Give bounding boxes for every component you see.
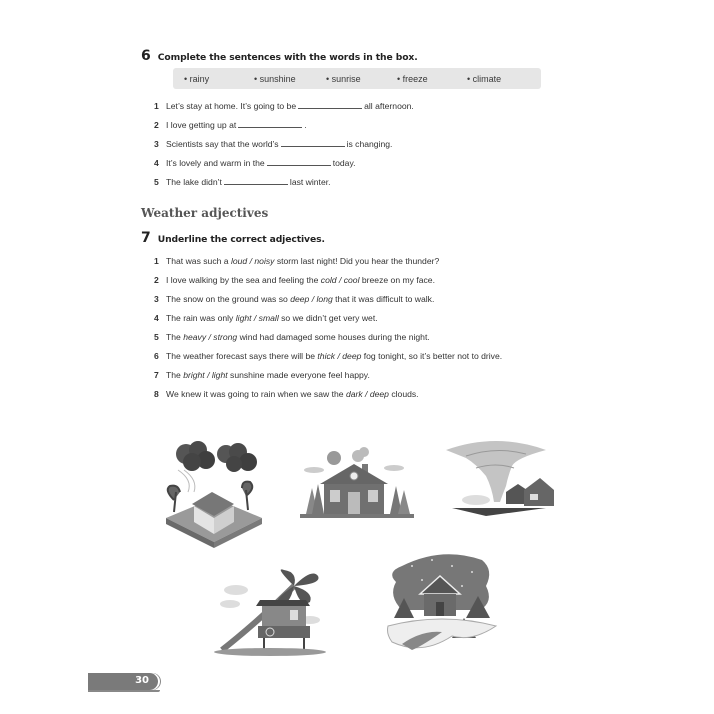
page-tab-underline xyxy=(88,690,160,692)
word-box-item: • sunrise xyxy=(326,73,361,84)
answer-blank[interactable] xyxy=(281,138,345,147)
exercise-number: 6 xyxy=(141,48,151,64)
exercise-7-sentence: 2 I love walking by the sea and feeling the cold / cool breeze on my face. xyxy=(154,275,435,285)
exercise-6-sentence: 1 Let’s stay at home. It’s going to be all afternoon. xyxy=(154,101,414,111)
snowy-cabin-illustration xyxy=(382,546,502,658)
beach-hut-illustration xyxy=(210,560,326,658)
word-box-item: • sunshine xyxy=(254,73,296,84)
page-number-tab xyxy=(88,673,158,690)
exercise-7-sentence: 7 The bright / light sunshine made everyone feel happy. xyxy=(154,370,370,380)
word-box-item: • rainy xyxy=(184,73,210,84)
exercise-6-sentence: 5 The lake didn’t last winter. xyxy=(154,177,331,187)
exercise-number: 7 xyxy=(141,230,151,246)
word-box-item: • freeze xyxy=(397,73,428,84)
adjective-options[interactable]: cold / cool xyxy=(320,275,360,285)
exercise-7-sentence: 3 The snow on the ground was so deep / long that it was difficult to walk. xyxy=(154,294,435,304)
answer-blank[interactable] xyxy=(267,157,331,166)
adjective-options[interactable]: deep / long xyxy=(290,294,333,304)
adjective-options[interactable]: loud / noisy xyxy=(230,256,275,266)
answer-blank[interactable] xyxy=(238,119,302,128)
exercise-6-sentence: 2 I love getting up at . xyxy=(154,120,307,130)
answer-blank[interactable] xyxy=(298,100,362,109)
section-title: Weather adjectives xyxy=(141,206,269,220)
sunny-house-illustration xyxy=(298,446,416,526)
exercise-7-sentence: 6 The weather forecast says there will be thick / deep fog tonight, so it’s better not to drive. xyxy=(154,351,503,361)
exercise-6-heading xyxy=(141,48,418,64)
word-box xyxy=(173,68,541,89)
storm-cloud-icon xyxy=(176,441,257,472)
exercise-6-sentence: 3 Scientists say that the world’s is changing. xyxy=(154,139,393,149)
word-box-item: • climate xyxy=(467,73,502,84)
adjective-options[interactable]: dark / deep xyxy=(345,389,389,399)
adjective-options[interactable]: thick / deep xyxy=(317,351,362,361)
exercise-7-sentence: 8 We knew it was going to rain when we saw the dark / deep clouds. xyxy=(154,389,419,399)
exercise-6-sentence: 4 It’s lovely and warm in the today. xyxy=(154,158,356,168)
exercise-instruction: Underline the correct adjectives. xyxy=(157,234,325,245)
exercise-7-heading xyxy=(141,230,325,246)
adjective-options[interactable]: heavy / strong xyxy=(183,332,238,342)
tornado-illustration xyxy=(436,436,558,520)
page-number: 30 xyxy=(135,675,149,686)
exercise-instruction: Complete the sentences with the words in the box. xyxy=(157,52,418,63)
sun-icon xyxy=(327,451,341,465)
exercise-7-sentence: 5 The heavy / strong wind had damaged some houses during the night. xyxy=(154,332,430,342)
answer-blank[interactable] xyxy=(224,176,288,185)
exercise-7-sentence: 4 The rain was only light / small so we didn’t get very wet. xyxy=(154,313,378,323)
storm-house-illustration xyxy=(158,440,268,550)
exercise-7-sentence: 1 That was such a loud / noisy storm last night! Did you hear the thunder? xyxy=(154,256,440,266)
adjective-options[interactable]: light / small xyxy=(235,313,279,323)
adjective-options[interactable]: bright / light xyxy=(183,370,228,380)
